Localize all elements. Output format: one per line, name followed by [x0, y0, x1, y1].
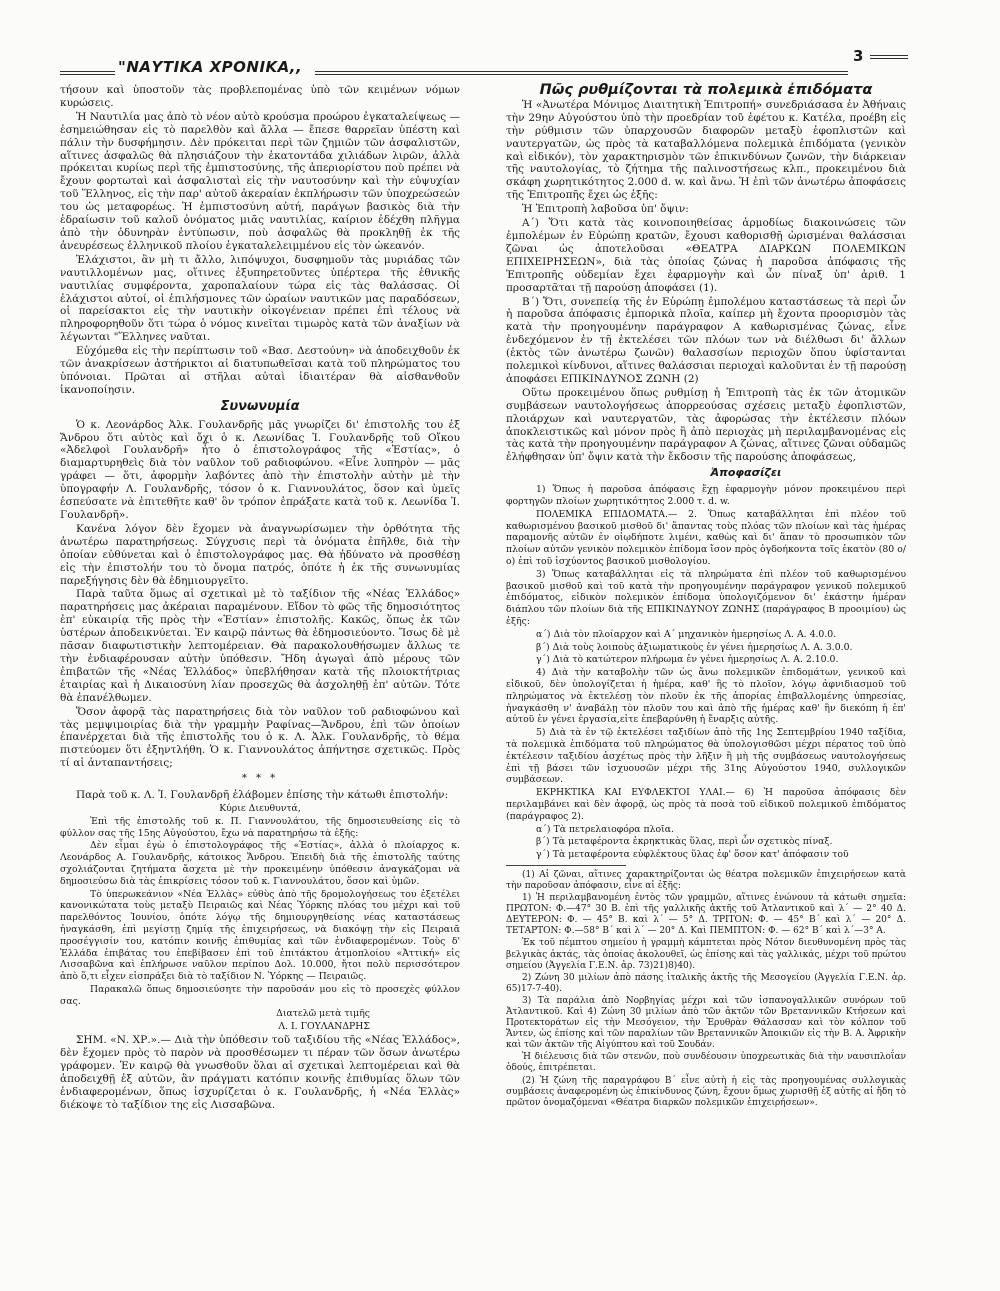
header-rule-mid-2 — [315, 74, 848, 75]
paragraph: Ἡ Ναυτιλία μας ἀπὸ τὸ νέον αὐτὸ κρούσμα προώρου ἐγκαταλείψεως — ἐσημειώθησαν εἰς τὸ παρελθὸν καὶ ἄλλα — ἔπεσε θαρρεῖαν ὑπέστη καὶ πάλιν τὴν δυσφήμησιν. Δὲν πρόκειται περὶ τῶν ζημιῶν τῶν ἀσφαλιστῶν, αἵτινες ἀσφαλῶς θὰ πλησιάζουν τὴν ἑκατοντάδα χιλιάδων λιρῶν, ἀλλὰ πρόκειται κυρίως περὶ τῆς ἐμπιστοσύνης, τῆς ἀπεριορίστου ποὺ πρέπει νὰ ἔχουν φορτωταὶ καὶ ἀσφαλισταὶ εἰς τὴν ναυτοσύνην καὶ τὴν εὐψυχίαν τοῦ Ἕλληνος, εἰς τὴν παρ' αὐτοῦ ἀκεραίαν ἐκπλήρωσιν τῶν ὑποχρεώσεών του ὡς μεταφορέως. Ἡ ἐμπιστοσύνη αὐτή, παράγων βασικὸς διὰ τὴν ἑδραίωσιν τοῦ καλοῦ ὀνόματος μιᾶς ναυτιλίας, καίριον ἐδέχθη πλῆγμα ἀπὸ τὴν ὀδυνηρὰν ἐντύπωσιν, ποὺ ἀσφαλῶς θὰ προκληθῇ ἐκ τῆς ἀνευρέσεως ἑλληνικοῦ πλοίου ἐγκαταλελειμμένου εἰς τὸν ὠκεανόν. — [60, 110, 460, 252]
footnotes — [506, 870, 906, 1109]
letter-signature: Λ. Ι. ΓΟΥΛΑΝΔΡΗΣ — [278, 1021, 370, 1033]
decision-subitem: α΄) Διὰ τὸν πλοίαρχον καὶ Α΄ μηχανικὸν ἡμερησίως Λ. Α. 4.0.0. — [536, 628, 837, 640]
page-header — [0, 0, 1000, 85]
left-column — [60, 84, 460, 1113]
letter-block — [60, 803, 460, 1033]
footnote: Ἡ διέλευσις διὰ τῶν στενῶν, ποὺ συνδέουσιν ὑποχρεωτικὰς διὰ τὴν ναυσιπλοΐαν ὁδούς, ἐπιτρέπεται. — [506, 1052, 906, 1074]
letter-paragraph: Δὲν εἶμαι ἐγὼ ὁ ἐπιστολογράφος τῆς «Ἑστίας», ἀλλὰ ὁ πλοίαρχος κ. Λεονάρδος Α. Γουλανδρῆς, κάτοικος Ἄνδρου. Ἐπειδὴ διὰ τῆς ἐπιστολῆς ταύτης σχολιάζονται ζητήματα ἄσχετα μὲ τὴν προκειμένην ὑπόθεσιν ἀναγκάζομαι νὰ δημοσιεύσω διὰ τὰς ἐπικρίσεις τόσον τοῦ κ. Γιαννουλάτου, ὅσον καὶ ὑμῶν. — [60, 840, 460, 887]
paragraph: Εὐχόμεθα εἰς τὴν περίπτωσιν τοῦ «Βασ. Δεστούνη» νὰ ἀποδειχθοῦν ἐκ τῶν ἀνακρίσεων ἀστήρικτοι αἱ διατυπωθεῖσαι κατὰ τοῦ πληρώματος του ὑπόνοιαι. Πρῶται αἱ στῆλαι αὐταὶ ἰδιαιτέραν θὰ αἰσθανθοῦν ἱκανοποίησιν. — [60, 345, 460, 396]
letter-paragraph: Ἐπὶ τῆς ἐπιστολῆς τοῦ κ. Π. Γιαννουλάτου, τῆς δημοσιευθείσης εἰς τὸ φύλλον σας τῆς 15ης Αὐγούστου, ἔχω νὰ παρατηρήσω τὰ ἑξῆς: — [60, 815, 460, 839]
letter-paragraph: Παρακαλῶ ὅπως δημοσιεύσητε τὴν παροῦσάν μου εἰς τὸ προσεχὲς φύλλον σας. — [60, 983, 460, 1007]
paragraph: τήσουν καὶ ὑποστοῦν τὰς προβλεπομένας ὑπὸ τῶν κειμένων νόμων κυρώσεις. — [60, 84, 460, 109]
paragraph: Ὁ κ. Λεονάρδος Ἀλκ. Γουλανδρῆς μᾶς γνωρίζει δι' ἐπιστολῆς του ἐξ Ἄνδρου ὅτι αὐτὸς καὶ ὄχι ὁ κ. Λεωνίδας Ἰ. Γουλανδρῆς τοῦ Οἴκου «Ἀδελφοὶ Γουλανδρῆ» ἦτο ὁ ἐπιστολογράφος τῆς «Ἑστίας», ὁ διαμαρτυρηθεὶς διὰ τὸν ναῦλον τοῦ ραδιοφώνου. «Εἶνε λυπηρὸν — μᾶς γράφει — ὅτι, ἀφορμὴν λαβόντες ἀπὸ τὴν ἐπιστολὴν αὐτὴν μὲ τὴν ὑπογραφήν Λ. Γουλανδρῆς, τόσον ὁ κ. Γιαννουλάτος, ὅσον καὶ ὑμεῖς ἐσπεύσατε νὰ ἐπιτεθῆτε καθ' ὃν τρόπον ἐπράξατε κατὰ τοῦ κ. Λεωνίδα Ἰ. Γουλανδρῆ». — [60, 418, 460, 521]
decision-item: 3) Ὅπως καταβάλληται εἰς τὰ πληρώματα ἐπὶ πλέον τοῦ καθωρισμένου βασικοῦ μισθοῦ καὶ τοῦ κατὰ τὴν προηγουμένην παράγραφον γενικοῦ πολεμικοῦ ἐπιδόματος, εἰδικὸν πολεμικὸν ἐπίδομα ὑπολογιζόμενον δι' ἑκάστην ἡμέραν διάπλου τῶν πλοίων διὰ τῆς ΕΠΙΚΙΝΔΥΝΟΥ ΖΩΝΗΣ (παράγραφος Β προοιμίου) ὡς ἑξῆς: — [506, 568, 906, 627]
header-rule-mid — [315, 71, 848, 72]
paragraph: Ἐλάχιστοι, ἂν μὴ τι ἄλλο, λιπόψυχοι, δυσφημοῦν τὰς μυριάδας τῶν ναυτιλλομένων μας, οἵτινες ἐξυπηρετοῦντες ὑπέρτερα τῆς ἐθνικῆς ναυτιλίας συμφέροντα, χαροπαλαίουν τώρα εἰς τὰς θαλάσσας. Οἱ ἐλάχιστοι αὐτοί, οἱ ἐπιλήσμονες τῶν ὡραίων ναυτικῶν μας παραδόσεων, οἱ παρείσακτοι εἰς τὴν ναυτικὴν οἰκογένειαν πρέπει ἐπὶ τέλους νὰ πληροφορηθοῦν ὅτι τώρα ὁ νόμος κινεῖται τιμωρὸς κατὰ τῶν ἀναξίων νὰ λέγωνται "Ἕλληνες ναῦται. — [60, 253, 460, 344]
footnote: 2) Ζώνη 30 μιλίων ἀπὸ πάσης ἰταλικῆς ἀκτῆς τῆς Μεσογείου (Ἀγγελία Γ.Ε.Ν. ἀρ. 65)17-7-40). — [506, 972, 906, 994]
decision-subitem: α΄) Τὰ πετρελαιοφόρα πλοῖα. — [536, 823, 674, 835]
paragraph: Οὕτω προκειμένου ὅπως ρυθμίσῃ ἡ Ἐπιτροπὴ τὰς ἐκ τῶν ἀτομικῶν συμβάσεων ναυτολογήσεως ἀπορρεούσας σχέσεις μεταξὺ ἐφοπλιστῶν, πλοιάρχων καὶ ναυτεργατῶν, τὰς ἀφορώσας τὴν ἐκτέλεσιν πλόων ἀποκλειστικῶς καὶ μόνον πρὸς ἢ ἀπὸ περιοχὰς μὴ περιλαμβανομένας εἰς τὰς κατὰ τὴν προηγουμένην παράγραφον Α ζώνας, αἵτινες ζῶναι οὐδαμῶς ἐλήφθησαν ὑπ' ὄψιν κατὰ τὴν ἔκδοσιν τῆς παρούσης ἀποφάσεως, — [506, 386, 906, 464]
paragraph: Ἡ «Ἀνωτέρα Μόνιμος Διαιτητικὴ Ἐπιτροπή» συνεδριάσασα ἐν Ἀθήναις τὴν 29ην Αὐγούστου ὑπὸ τὴν προεδρίαν τοῦ ἐφέτου κ. Κατέλα, προέβη εἰς τὴν ρύθμισιν τῶν ὑπαρχουσῶν διαφορῶν μεταξὺ ἐφοπλιστῶν καὶ ναυτεργατῶν, ὡς πρὸς τὰ καταβαλλόμενα πολεμικὰ ἐπιδόματα (γενικὸν καὶ εἰδικόν), τὸν χαρακτηρισμὸν τῶν ἐπικινδύνων ζωνῶν, τὴν διάρκειαν τῆς ναυτολογίας, τὸ ζήτημα τῆς παλινοστήσεως κλπ., προκειμένου διὰ σκάφη χωρητικότητος 2.000 d. w. καὶ ἄνω. Ἡ ἐπὶ τῶν ἀνωτέρω ἀποφάσεις τῆς Ἐπιτροπῆς ἔχει ὡς ἑξῆς: — [506, 98, 906, 202]
letter-paragraph: Τὸ ὑπερωκεάνιον «Νέα Ἑλλὰς» εὐθὺς ἀπὸ τῆς δρομολογήσεως του ἐξετέλει κανονικώτατα τοὺς μεταξὺ Πειραιῶς καὶ Νέας Ὑόρκης πλόας του μέχρι καὶ τοῦ παρελθόντος Ἰουνίου, ὁπότε λόγῳ τῆς δημιουργηθείσης νέας καταστάσεως ἠναγκάσθη, ἐπὶ μεγίστῃ ζημίᾳ τῆς ἐπιχειρήσεως, νὰ διακόψῃ τὴν εἰς Πειραιᾶ προσέγγισίν του, κατόπιν κοινῆς ἐπιθυμίας καὶ τῶν ἐνδιαφερομένων. Τοὺς δ' Ἑλλάδα ἐπιβάτας του ἐπεβίβασεν ἐπὶ τοῦ ἐπιτάκτου ἀτμοπλοίου «Ἀττική» εἰς Λισσαβῶνα καὶ ἐπλήρωσε ναῦλον περίπου Δολ. 10.000, ἤτοι πολὺ περισσότερον ἀπὸ ὅ,τι εἶχεν εἰσπράξει διὰ τὸ ταξίδιον Ν. Ὑόρκης — Πειραιῶς. — [60, 888, 460, 983]
paragraph: Ἡ Ἐπιτροπὴ λαβοῦσα ὑπ' ὄψιν: — [522, 203, 689, 216]
article-heading: Πῶς ρυθμίζονται τὰ πολεμικὰ ἐπιδόματα — [539, 82, 873, 98]
decision-list — [506, 484, 906, 861]
footnote: Ἐκ τοῦ πέμπτου σημείου ἡ γραμμὴ κάμπτεται πρὸς Νότον διευθυνομένη πρὸς τὰς βελγικὰς ἀκτάς, τὰς ὁποίας ἀκολουθεῖ, ὡς ἐπίσης καὶ τὰς γαλλικάς, μέχρι τοῦ πρώτου σημείου (Ἀγγελία Γ.Ε.Ν. ἀρ. 73)21)8)40). — [506, 938, 906, 971]
footnote: 3) Τὰ παράλια ἀπὸ Νορβηγίας μέχρι καὶ τῶν ἰσπανογαλλικῶν συνόρων τοῦ Ἀτλαντικοῦ. Καὶ 4) Ζώνη 30 μιλίων ἀπὸ τῶν ἀκτῶν τῶν Βρεταννικῶν Κτήσεων καὶ Προτεκτοράτων εἰς τὴν Μεσόγειον, τὴν Ἐρυθρὰν Θάλασσαν καὶ τὸν κόλπον τοῦ Ἄντεν, ὡς ἐπίσης καὶ τῶν παραλίων τῶν Βρεταννικῶν Ἀποικιῶν εἰς τὴν Β. Α. Ἀφρικὴν καὶ τῶν ἀκτῶν τῆς Αἰγύπτου καὶ τοῦ Σουδάν. — [506, 995, 906, 1051]
decision-item: 4) Διὰ τὴν καταβολὴν τῶν ὡς ἄνω πολεμικῶν ἐπιδομάτων, γενικοῦ καὶ εἰδικοῦ, δὲν ὑπολογίζεται ἡ ἡμέρα, καθ' ἣς τὸ πλοῖον, λόγῳ ἀφνιδιασμοῦ τοῦ πληρώματος νὰ ἐκτελέσῃ τὸν πλοῦν ἐκ τῆς ἀπορίας ἐπιβαλλομένης ὑπηρεσίας, ἠναγκάσθη ν' ἀναβάλῃ τὸν πλοῦν του καὶ ἀπὸ τῆς ἡμέρας καθ' ἣν διεκόπη ἡ ἐπ' αὐτοῦ ἐν γένει ἐργασία,εἰτε ἐπεβαρύνθη ἡ ἔναρξις αὐτῆς. — [506, 667, 906, 726]
footnote: (1) Αἱ ζῶναι, αἵτινες χαρακτηρίζονται ὡς θέατρα πολεμικῶν ἐπιχειρήσεων κατὰ τὴν παροῦσαν ἀπόφασιν, εἶνε αἱ ἑξῆς: — [506, 869, 906, 891]
footnote: (2) Ἡ ζώνη τῆς παραγράφου Β΄ εἶνε αὐτὴ ἡ εἰς τὰς προηγουμένας συλλογικὰς συμβάσεις ἀναφερομένη ὡς ἐπικίνδυνος ζώνη, ἔχουν ὅμως χωρισθῇ ἐξ αὐτῆς αἱ ἤδη τὸ πρῶτον ὀνομαζόμεναι «Θέατρα διαρκῶν πολεμικῶν ἐπιχειρήσεων». — [506, 1075, 906, 1108]
paragraph: Ὅσον ἀφορᾷ τὰς παρατηρήσεις διὰ τὸν ναῦλον τοῦ ραδιοφώνου καὶ τὰς μεμψιμοιρίας διὰ τὴν γραμμὴν Ραφίνας—Ἄνδρου, ἐπὶ τῶν ὁποίων ἐπανέρχεται διὰ τῆς ἐπιστολῆς του ὁ κ. Λ. Ἀλκ. Γουλανδρῆς, τὸ θέμα πιστεύομεν ὅτι ἐξηντλήθη. Ὁ κ. Γιαννουλάτος ἀπήντησε σχετικῶς. Πρὸς τί αἱ ἀνταπαντήσεις; — [60, 705, 460, 770]
decision-heading: Ἀποφασίζει — [710, 466, 782, 480]
letter-closing: Διατελῶ μετὰ τιμῆς — [276, 1008, 370, 1020]
decision-subitem: γ΄) Διὰ τὸ κατώτερον πλήρωμα ἐν γένει ἡμερησίως Λ. Α. 2.10.0. — [536, 654, 839, 666]
section-heading-synonymia: Συνωνυμία — [220, 398, 300, 414]
editor-note: ΣΗΜ. «Ν. ΧΡ.».— Διὰ τὴν ὑπόθεσιν τοῦ ταξιδίου τῆς «Νέας Ἑλλάδος», δὲν ἔχομεν πρὸς τὸ παρὸν νὰ προσθέσωμεν τι πέραν τῶν ὅσων ἀνωτέρω γράφομεν. Ἐν καιρῷ θὰ γνωσθοῦν ὅλαι αἱ σχετικαὶ λεπτομέρειαι καὶ θὰ ἀποδειχθῇ ἐξ αὐτῶν, ἂν πράγματι κατόπιν κοινῆς ἐπιθυμίας ὅλων τῶν ἐνδιαφερομένων, ὅπως ἰσχυρίζεται ὁ κ. Γουλανδρῆς, ἡ «Νέα Ἑλλὰς» διέκοψε τὸ ταξίδιον της εἰς Λισσαβῶνα. — [60, 1034, 460, 1111]
paragraph: Παρὰ ταῦτα ὅμως αἱ σχετικαὶ μὲ τὸ ταξίδιον τῆς «Νέας Ἑλλάδος» παρατηρήσεις μας ἀκέραιαι παραμένουν. Εἴδον τὸ φῶς τῆς δημοσιότητος ἐπ' εὐκαιρίᾳ τῆς πρὸς τὴν «Ἑστίαν» ἐπιστολῆς. Κακῶς, ὅπως ἐκ τῶν ὑστέρων ἀποδεικνύεται. Ἐν καιρῷ πάντως θὰ ἐδημοσιεύοντο. Ἴσως δὲ μὲ πᾶσαν διαφωτιστικὴν λεπτομέρειαν. Θὰ παρακολουθήσωμεν ἄλλως τε τὴν ἐνδιαφέρουσαν αὐτὴν ὑπόθεσιν. Ἤδη ἀγωγαὶ ἀπὸ μέρους τῶν ἐπιβατῶν τῆς «Νέας Ἑλλάδος» ὑπεβλήθησαν κατὰ τῆς πλοιοκτήτριας ἑταιρίας καὶ ἡ Δικαιοσύνη λίαν προσεχῶς θὰ ἀσχοληθῇ ἐπ' αὐτῶν. Τότε θὰ ἐπανέλθωμεν. — [60, 588, 460, 704]
decision-item: 1) Ὅπως ἡ παροῦσα ἀπόφασις ἔχῃ ἐφαρμογὴν μόνον προκειμένου περὶ φορτηγῶν πλοίων χωρητικότητος 2.000 τ. d. w. — [506, 484, 906, 507]
decision-subitem: γ΄) Τὰ μεταφέροντα εὐφλέκτους ὕλας ἐφ' ὅσον κατ' ἀπόφασιν τοῦ — [536, 849, 849, 861]
paragraph: Α΄) Ὅτι κατὰ τὰς κοινοποιηθείσας ἁρμοδίως διακοινώσεις τῶν ἐμπολέμων ἐν Εὐρώπῃ κρατῶν, ἔχουσι καθορισθῇ ὡρισμέναι θαλάσσιαι ζῶναι ὡς ἀποτελοῦσαι «ΘΕΑΤΡΑ ΔΙΑΡΚΩΝ ΠΟΛΕΜΙΚΩΝ ΕΠΙΧΕΙΡΗΣΕΩΝ», διὰ τὰς ὁποίας ζώνας ἡ παροῦσα ἀπόφασις τῆς Ἐπιτροπῆς οὐδεμίαν ἔχει ἐφαρμογὴν καὶ ὧν πίναξ ὑπ' ἀριθ. 1 προσαρτᾶται τῇ παρούσῃ ἀποφάσει (1). — [506, 217, 906, 294]
paragraph: Κανένα λόγον δὲν ἔχομεν νὰ ἀναγνωρίσωμεν τὴν ὀρθότητα τῆς ἀνωτέρω παρατηρήσεως. Σύγχυσις περὶ τὰ ὀνόματα ἐπῆλθε, διὰ τὴν ὁποίαν εὐθύνεται καὶ ὁ ἐπιστολογράφος μας. Θὰ ἠδύνατο νὰ προσθέσῃ εἰς τὴν ἐπιστολήν του τὸ ὄνομα πατρός, ὁπότε ἡ ἐκ τῆς συνωνυμίας παρεξήγησις δὲν θὰ ἐδημιουργεῖτο. — [60, 522, 460, 587]
header-rule-left-2 — [60, 74, 115, 75]
magazine-title: "ΝΑΥΤΙΚΑ ΧΡΟΝΙΚΑ,, — [118, 58, 303, 76]
paragraph: Β΄) Ὅτι, συνεπείᾳ τῆς ἐν Εὐρώπῃ ἐμπολέμου καταστάσεως τὰ περὶ ὧν ἡ παροῦσα ἀπόφασις ἐμπορικὰ πλοῖα, καίπερ μὴ ἔχοντα προορισμὸν τὰς κατὰ τὴν προηγουμένην παράγραφον Α καθωρισμένας ζώνας, εἶνε ἐνδεχόμενον ἐν τῇ ἐκτελέσει τῶν πλόων των νὰ διέλθωσι δι' ἄλλων (ἐκτὸς τῶν ἀνωτέρω ζωνῶν) θαλασσίων περιοχῶν ὅπου ὑφίστανται πολεμικοὶ κίνδυνοι, αἵτινες θαλάσσιαι περιοχαὶ καλοῦνται ἐν τῇ παρούσῃ ἀποφάσει ΕΠΙΚΙΝΔΥΝΟΣ ΖΩΝΗ (2) — [506, 295, 906, 385]
header-rule-right-2 — [870, 58, 908, 59]
section-separator: * * * — [241, 773, 279, 785]
decision-subitem: β΄) Διὰ τοὺς λοιποὺς ἀξιωματικοὺς ἐν γένει ἡμερησίως Λ. Α. 3.0.0. — [536, 641, 853, 653]
header-rule-left — [60, 71, 115, 72]
footnote: 1) Ἡ περιλαμβανομένη ἐντὸς τῶν γραμμῶν, αἵτινες ἑνώνουν τὰ κάτωθι σημεῖα: ΠΡΩΤΟΝ: Φ.—47° 30 Β. ἐπὶ τῆς γαλλικῆς ἀκτῆς τοῦ Ἀτλαντικοῦ καὶ λ΄ — 2° 40 Δ. ΔΕΥΤΕΡΟΝ: Φ. — 45° Β. καὶ λ΄ — 5° Δ. ΤΡΙΤΟΝ: Φ. — 45° Β΄ καὶ λ΄ — 20° Δ. ΤΕΤΑΡΤΟΝ: Φ.—58° Β΄ καὶ λ΄ — 20° Δ. Καὶ ΠΕΜΠΤΟΝ: Φ. — 62° Β΄ καὶ λ΄—3° Α. — [506, 893, 906, 937]
decision-subitem: β΄) Τὰ μεταφέροντα ἐκρηκτικὰς ὕλας, περὶ ὧν σχετικὸς πίναξ. — [536, 836, 833, 848]
right-column — [506, 84, 906, 1110]
decision-item: 5) Διὰ τὰ ἐν τῷ ἐκτελέσει ταξιδίων ἀπὸ τῆς 1ης Σεπτεμβρίου 1940 ταξίδια, τὰ πολεμικὰ ἐπιδόματα τοῦ πληρώματος θὰ ὑπολογισθῶσι μέχρι πέρατος τοῦ ὑπὸ ἐκτέλεσιν ταξιδίου ἀσχέτως πρὸς τὴν λῆξιν ἢ μὴ τῆς συμβάσεως ναυτολογήσεως ἐπὶ τῇ βάσει τῶν ἰσχυουσῶν μέχρι τῆς 31ης Αὐγούστου 1940, συλλογικῶν συμβάσεων. — [506, 727, 906, 786]
paragraph: Παρὰ τοῦ κ. Λ. Ἰ. Γουλανδρῆ ἐλάβομεν ἐπίσης τὴν κάτωθι ἐπιστολήν: — [76, 789, 449, 802]
footnote-divider — [506, 865, 626, 866]
decision-item: ΠΟΛΕΜΙΚΑ ΕΠΙΔΟΜΑΤΑ.— 2. Ὅπως καταβάλληται ἐπὶ πλέον τοῦ καθωρισμένου βασικοῦ μισθοῦ δι' ἅπαντας τοὺς πλόας τῶν πλοίων καὶ τὰς ἡμέρας παραμονῆς αὐτῶν ἐν οἱῳδήποτε λιμένι, καθὼς καὶ δι' ἅπαν τὸ προσωπικὸν τῶν πλοίων αὐτῶν γενικὸν πολεμικὸν ἐπίδομα ἴσον πρὸς ὀγδοήκοντα τοῖς ἑκατὸν (80 ο/ο) ἐπὶ τοῦ ἰσχύοντος βασικοῦ μισθολογίου. — [506, 508, 906, 567]
decision-item: ΕΚΡΗΚΤΙΚΑ ΚΑΙ ΕΥΦΛΕΚΤΟΙ ΥΛΑΙ.— 6) Ἡ παροῦσα ἀπόφασις δὲν περιλαμβάνει καὶ δὲν ἀφορᾷ, ὡς πρὸς τὰ ποσὰ τοῦ εἰδικοῦ πολεμικοῦ ἐπιδόματος (παράγραφος 2). — [506, 787, 906, 822]
letter-salutation: Κύριε Διευθυντά, — [219, 802, 301, 814]
header-rule-right — [870, 55, 908, 56]
page-number: 3 — [853, 47, 864, 65]
